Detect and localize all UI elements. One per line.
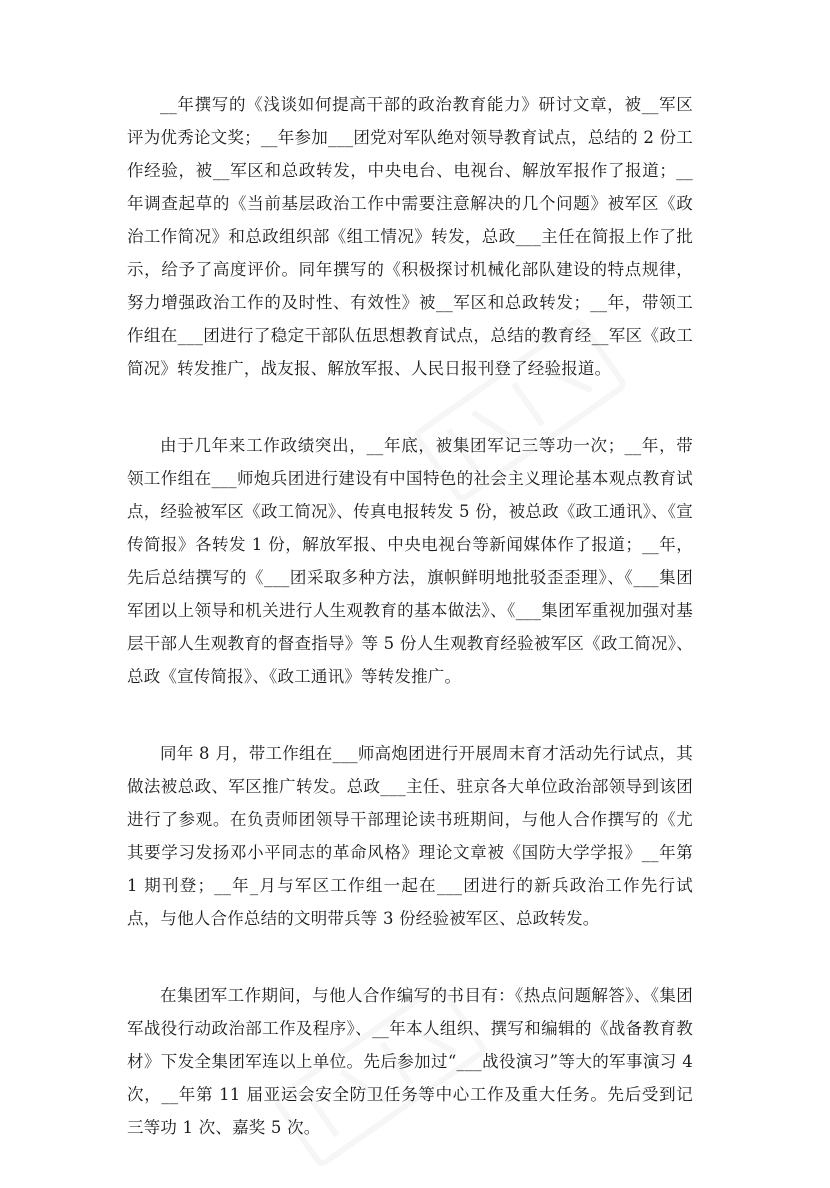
paragraph-3: 同年 8 月，带工作组在___师高炮团进行开展周末育才活动先行试点，其做法被总政、军区推广转发。总政___主任、驻京各大单位政治部领导到该团进行了参观。在负责师团领导干部理论读书班期间，与他人合作撰写的《尤其要学习发扬邓小平同志的革命风格》理论文章被《国防大学学报》__年第 1 期刊登；__年_月与军区工作组一起在___团进行的新兵政治工作先行试点，与他人合作总结的文明带兵等 3 份经验被军区、总政转发。 — [127, 744, 693, 928]
paragraph-2: 由于几年来工作政绩突出，__年底，被集团军记三等功一次；__年，带领工作组在___师炮兵团进行建设有中国特色的社会主义理论基本观点教育试点，经验被军区《政工简况》、传真电报转发 5 份，被总政《政工通讯》、《宣传简报》各转发 1 份，解放军报、中央电视台等新闻媒体作了报道；__年，先后总结撰写的《___团采取多种方法，旗帜鲜明地批驳歪歪理》、《___集团军团以上领导和机关进行人生观教育的基本做法》、《___集团军重视加强对基层干部人生观教育的督查指导》等 5 份人生观教育经验被军区《政工简况》、总政《宣传简报》、《政工通讯》等转发推广。 — [127, 436, 693, 686]
document-body — [127, 88, 693, 1188]
paragraph-1: __年撰写的《浅谈如何提高干部的政治教育能力》研讨文章，被__军区评为优秀论文奖；__年参加___团党对军队绝对领导教育试点，总结的 2 份工作经验，被__军区和总政转发，中央电台、电视台、解放军报作了报道；__年调查起草的《当前基层政治工作中需要注意解决的几个问题》被军区《政治工作简况》和总政组织部《组工情况》转发，总政___主任在简报上作了批示，给予了高度评价。同年撰写的《积极探讨机械化部队建设的特点规律，努力增强政治工作的及时性、有效性》被__军区和总政转发；__年，带领工作组在___团进行了稳定干部队伍思想教育试点，总结的教育经__军区《政工简况》转发推广，战友报、解放军报、人民日报刊登了经验报道。 — [127, 95, 693, 378]
paragraph-4: 在集团军工作期间，与他人合作编写的书目有：《热点问题解答》、《集团军战役行动政治部工作及程序》、__年本人组织、撰写和编辑的《战备教育教材》下发全集团军连以上单位。先后参加过“___战役演习”等大的军事演习 4 次，__年第 11 届亚运会安全防卫任务等中心工作及重大任务。先后受到记三等功 1 次、嘉奖 5 次。 — [127, 986, 693, 1137]
